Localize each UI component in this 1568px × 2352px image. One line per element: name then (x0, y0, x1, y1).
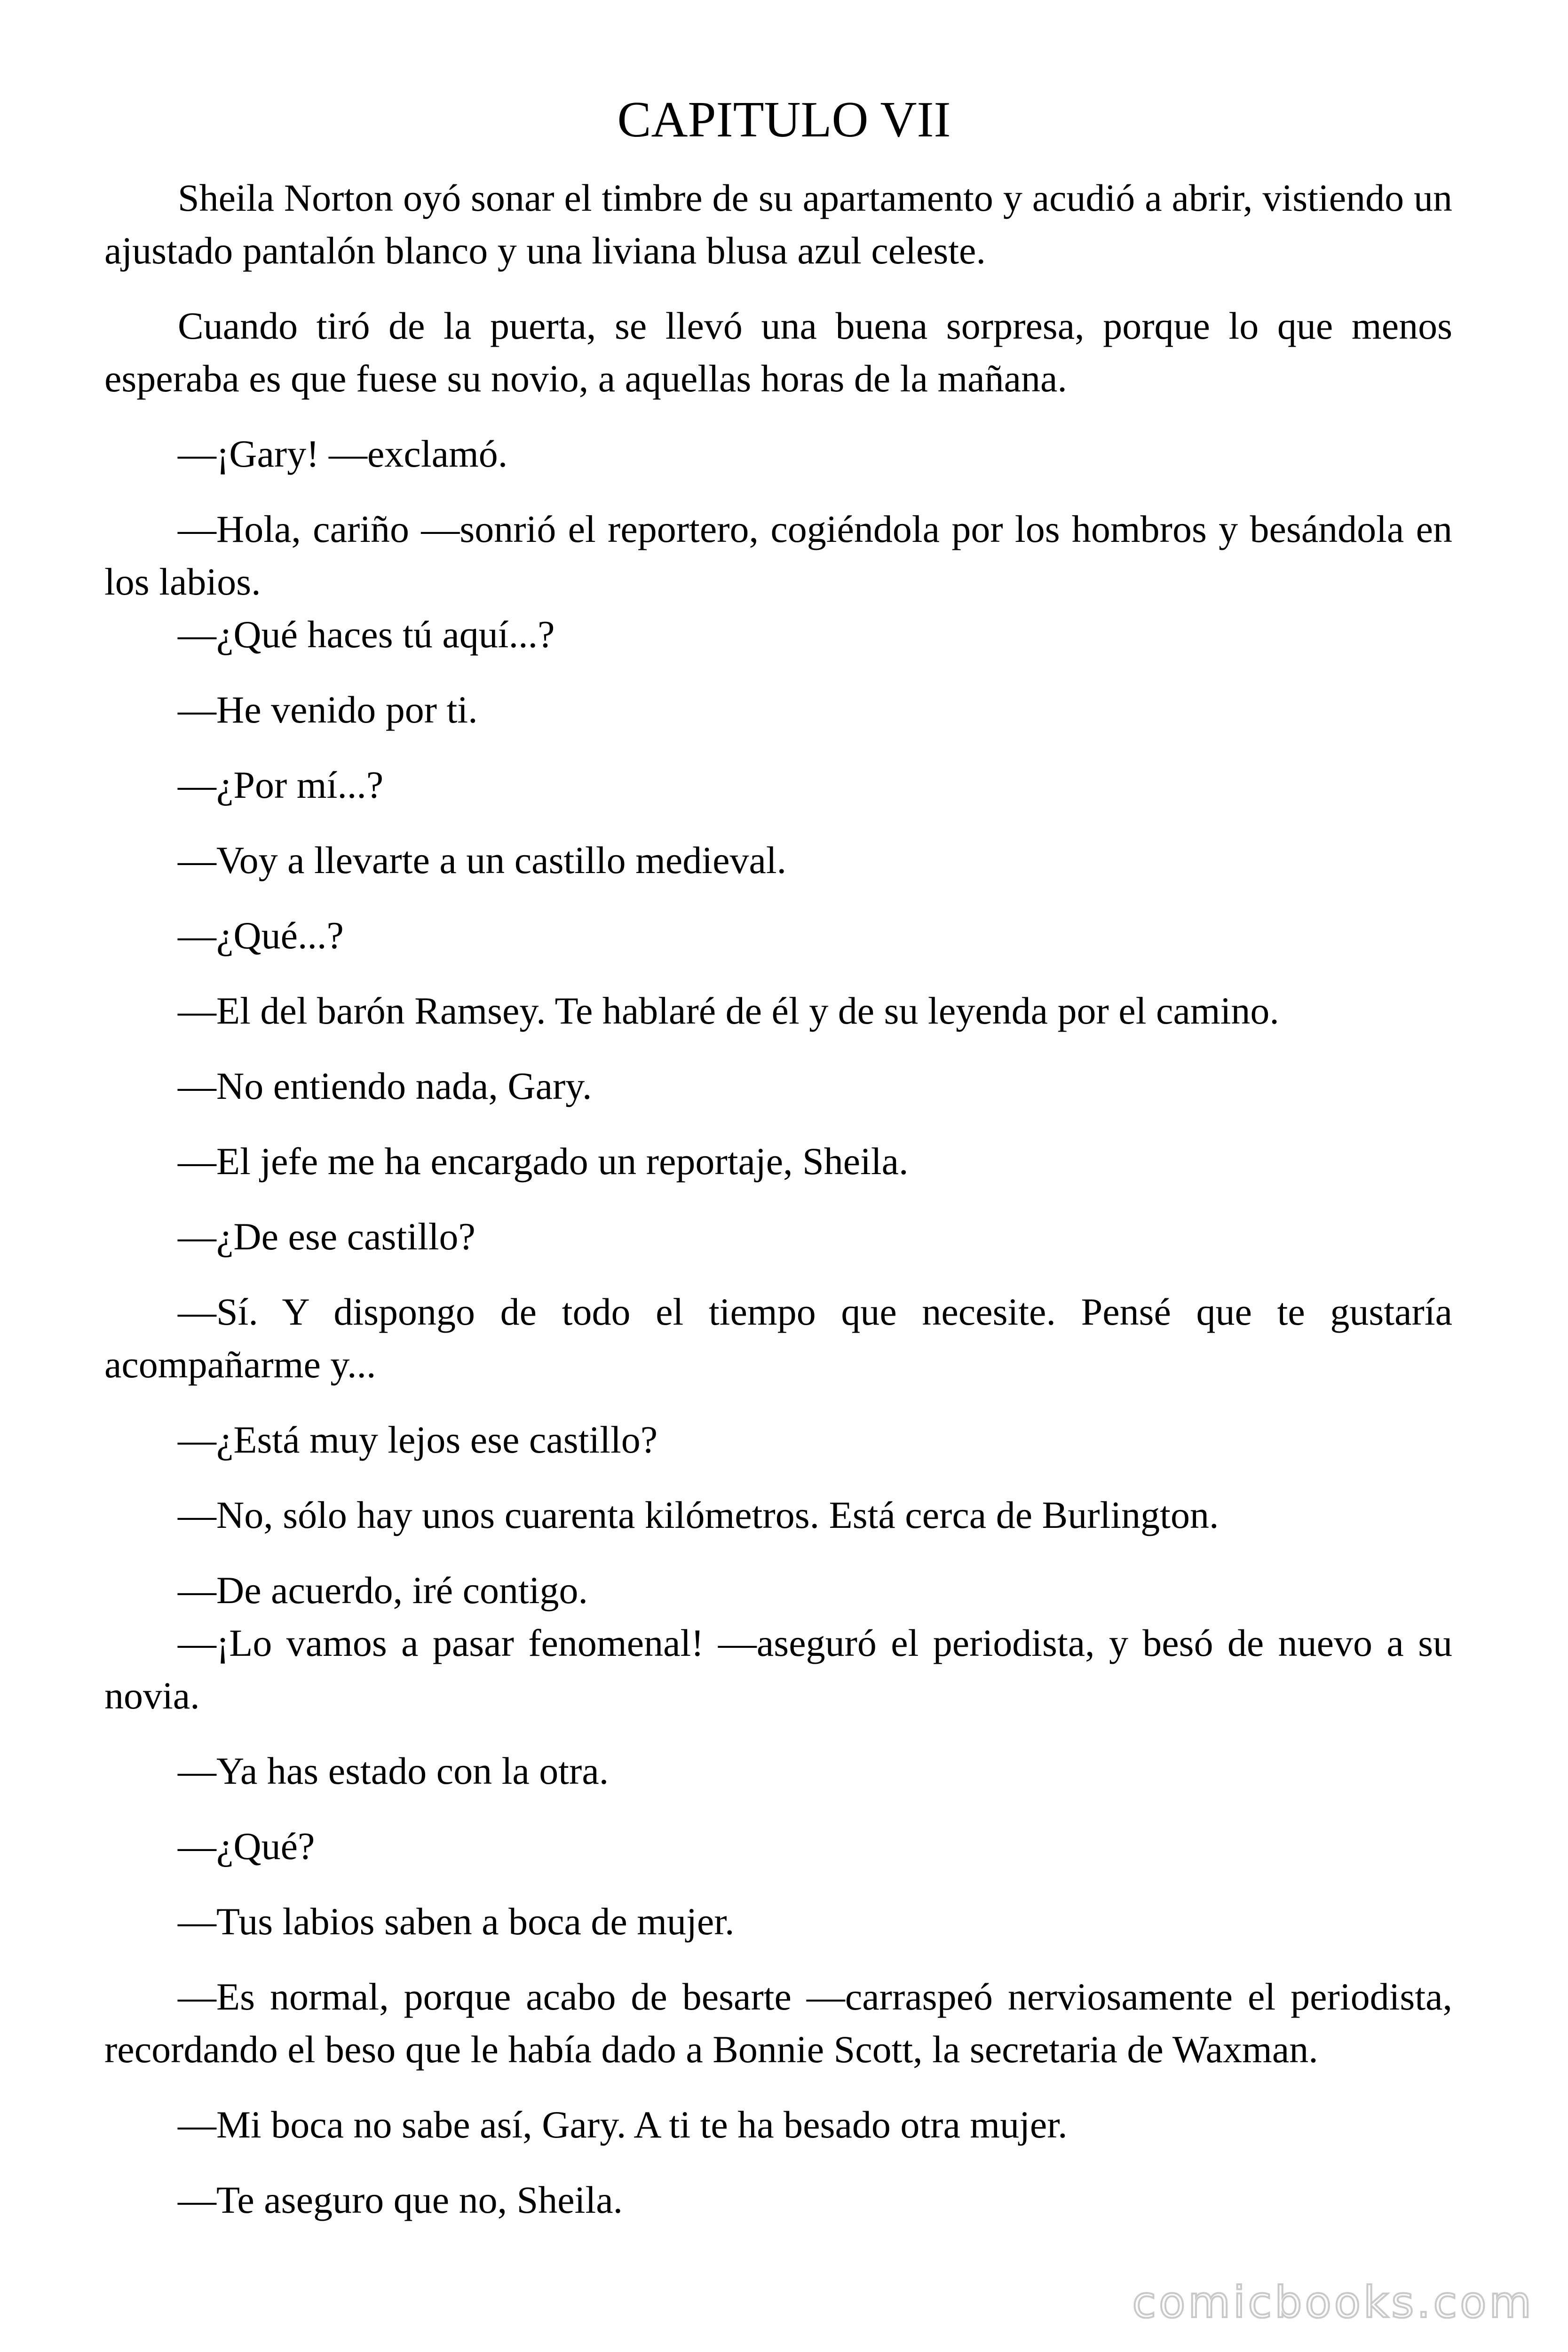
paragraph: —¡Gary! —exclamó. (178, 432, 508, 475)
paragraph: —Hola, cariño —sonrió el reportero, cogiéndola por los hombros y besándola en los labios. (104, 508, 1452, 603)
paragraph: —Sí. Y dispongo de todo el tiempo que necesite. Pensé que te gustaría acompañarme y... (104, 1290, 1452, 1386)
paragraph: —Ya has estado con la otra. (178, 1749, 609, 1792)
paragraph: —Voy a llevarte a un castillo medieval. (178, 839, 787, 882)
paragraph: —El del barón Ramsey. Te hablaré de él y de su leyenda por el camino. (178, 989, 1279, 1032)
paragraph: —¿Qué haces tú aquí...? (178, 613, 555, 656)
paragraph: —¿De ese castillo? (178, 1215, 475, 1258)
paragraph: —El jefe me ha encargado un reportaje, Sheila. (178, 1140, 909, 1183)
paragraph: —Tus labios saben a boca de mujer. (178, 1900, 735, 1943)
paragraph: —¡Lo vamos a pasar fenomenal! —aseguró el periodista, y besó de nuevo a su novia. (104, 1621, 1452, 1717)
paragraph: —No entiendo nada, Gary. (178, 1065, 592, 1107)
paragraph: —He venido por ti. (178, 688, 478, 731)
watermark-text: comicbooks.com (1132, 2277, 1534, 2328)
paragraph: —¿Qué...? (178, 914, 344, 957)
paragraph: —De acuerdo, iré contigo. (178, 1569, 588, 1612)
paragraph: Cuando tiró de la puerta, se llevó una buena sorpresa, porque lo que menos esperaba es que fuese su novio, a aquellas horas de la mañana. (104, 304, 1452, 400)
chapter-title: CAPITULO VII (617, 92, 951, 148)
paragraph: —Te aseguro que no, Sheila. (178, 2178, 623, 2221)
chapter-body (104, 172, 1452, 2249)
paragraph: Sheila Norton oyó sonar el timbre de su apartamento y acudió a abrir, vistiendo un ajustado pantalón blanco y una liviana blusa azul celeste. (104, 176, 1452, 272)
paragraph: —Es normal, porque acabo de besarte —carraspeó nerviosamente el periodista, recordando el beso que le había dado a Bonnie Scott, la secretaria de Waxman. (104, 1975, 1452, 2071)
paragraph: —¿Está muy lejos ese castillo? (178, 1418, 658, 1461)
paragraph: —¿Qué? (178, 1825, 315, 1867)
paragraph: —Mi boca no sabe así, Gary. A ti te ha besado otra mujer. (178, 2103, 1068, 2146)
paragraph: —¿Por mí...? (178, 763, 384, 806)
paragraph: —No, sólo hay unos cuarenta kilómetros. Está cerca de Burlington. (178, 1494, 1219, 1536)
